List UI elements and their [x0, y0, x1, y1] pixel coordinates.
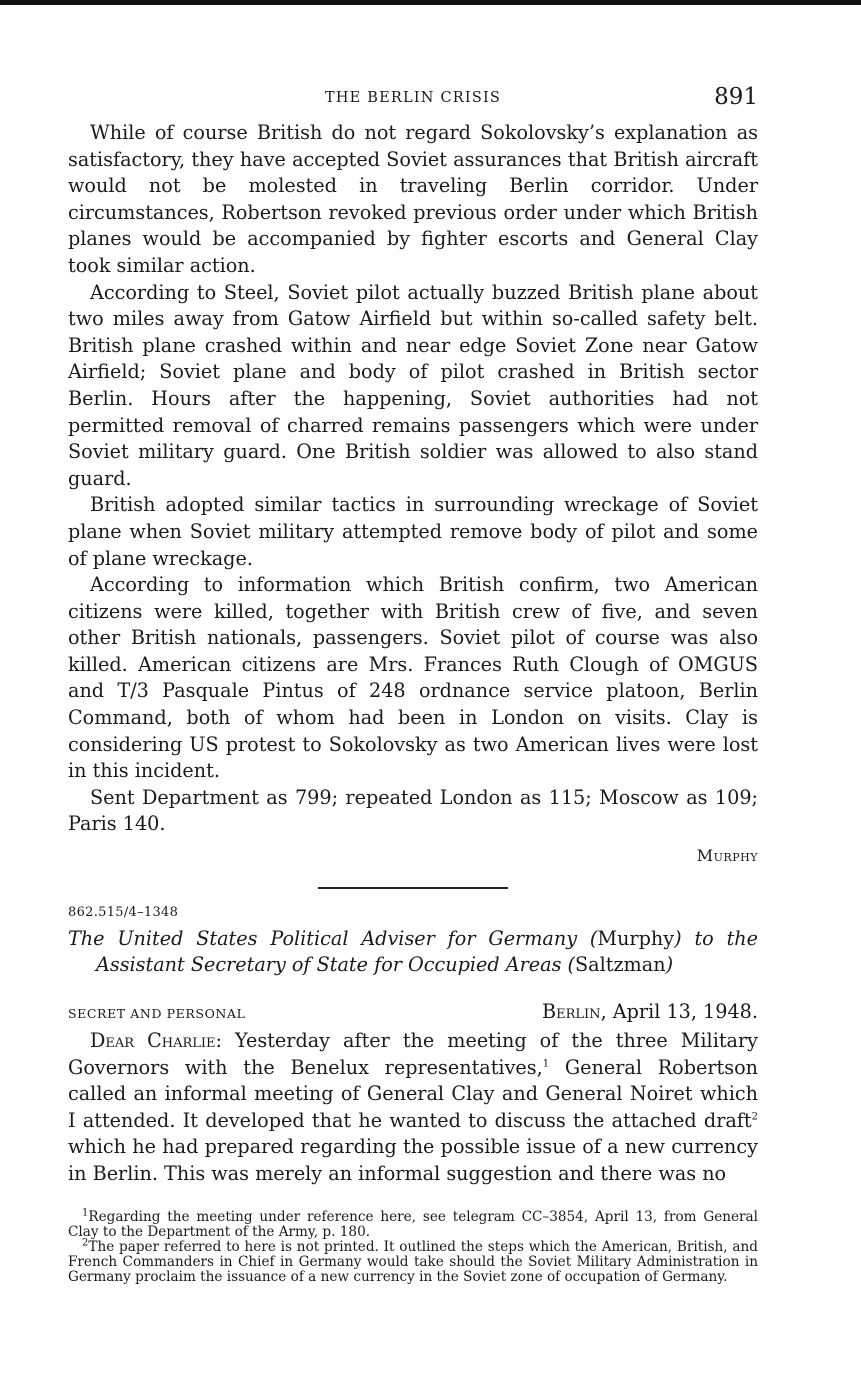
footnotes — [68, 1207, 758, 1286]
footnote — [68, 1237, 758, 1286]
body-paragraph: According to information which British confirm, two American citizens were killed, together with British crew of five, and seven other British nationals, passengers. Soviet pilot of course was also killed. American citizens are Mrs. Frances Ruth Clough of OMGUS and T/3 Pasquale Pintus of 248 ordnance service platoon, Berlin Command, both of whom had been in London on visits. Clay is considering US protest to Sokolovsky as two American lives were lost in this incident. — [68, 573, 758, 783]
signature: Murphy — [696, 846, 758, 866]
section-divider — [318, 887, 508, 889]
heading-text: ) — [665, 953, 674, 977]
letter-text: General Robertson called an informal meeting of General Clay and General Noiret which I attended. It developed that he wanted to discuss the attached draft — [68, 1055, 758, 1132]
document-page — [68, 84, 758, 1286]
dateline-date: , April 13, 1948. — [600, 1000, 758, 1024]
salutation: Dear Charlie — [90, 1029, 216, 1053]
footnote-marker: 1 — [82, 1207, 89, 1219]
body-paragraph: British adopted similar tactics in surrounding wreckage of Soviet plane when Soviet military attempted remove body of pilot and some of plane wreckage. — [68, 493, 758, 570]
letter-text: which he had prepared regarding the possible issue of a new currency in Berlin. This was merely an informal suggestion and there was no — [68, 1135, 758, 1185]
heading-name: Saltzman — [575, 953, 666, 977]
classification-row — [68, 998, 758, 1028]
page-number: 891 — [714, 84, 758, 110]
top-border-line — [0, 0, 861, 5]
footnote-text: Regarding the meeting under reference here, see telegram CC–3854, April 13, from General Clay to the Department of the Army, p. 180. — [68, 1208, 758, 1240]
file-number: 862.515/4–1348 — [68, 905, 179, 921]
footnote-reference[interactable]: 2 — [751, 1111, 758, 1123]
dateline-place: Berlin — [542, 1000, 601, 1024]
running-header — [68, 84, 758, 120]
document-heading — [68, 926, 758, 978]
letter-body — [68, 1028, 758, 1188]
footnote-text: The paper referred to here is not printed. It outlined the steps which the American, British, and French Commanders in Chief in Germany would take should the Soviet Military Administration in Germany proclaim the issuance of a new currency in the Soviet zone of occupation of Germany. — [68, 1239, 758, 1286]
body-paragraph: Sent Department as 799; repeated London as 115; Moscow as 109; Paris 140. — [68, 785, 758, 836]
dateline — [542, 1000, 758, 1023]
telegram-body — [68, 120, 758, 838]
footnote-reference[interactable]: 1 — [542, 1058, 550, 1070]
footnote-marker: 2 — [82, 1237, 89, 1249]
footnote — [68, 1207, 758, 1240]
body-paragraph: According to Steel, Soviet pilot actually buzzed British plane about two miles away from Gatow Airfield but within so-called safety belt. British plane crashed within and near edge Soviet Zone near Gatow Airfield; Soviet plane and body of pilot crashed in British sector Berlin. Hours after the happening, Soviet authorities had not permitted removal of charred remains passengers which were under Soviet military guard. One British soldier was allowed to also stand guard. — [68, 280, 758, 490]
letter-paragraph — [68, 1028, 758, 1188]
heading-text: ) to the Assistant Secretary of State for Occupied Areas ( — [96, 927, 758, 977]
letter-text: : Yesterday after the meeting of the three Military Governors with the Benelux representatives, — [68, 1029, 758, 1079]
running-title: THE BERLIN CRISIS — [324, 90, 502, 106]
heading-name: Murphy — [597, 927, 675, 951]
classification-label: SECRET AND PERSONAL — [68, 1006, 246, 1022]
heading-text: The United States Political Adviser for Germany ( — [68, 927, 598, 951]
body-paragraph: While of course British do not regard Sokolovsky’s explanation as satisfactory, they have accepted Soviet assurances that British aircraft would not be molested in traveling Berlin corridor. Under circumstances, Robertson revoked previous order under which British planes would be accompanied by fighter escorts and General Clay took similar action. — [68, 121, 758, 277]
